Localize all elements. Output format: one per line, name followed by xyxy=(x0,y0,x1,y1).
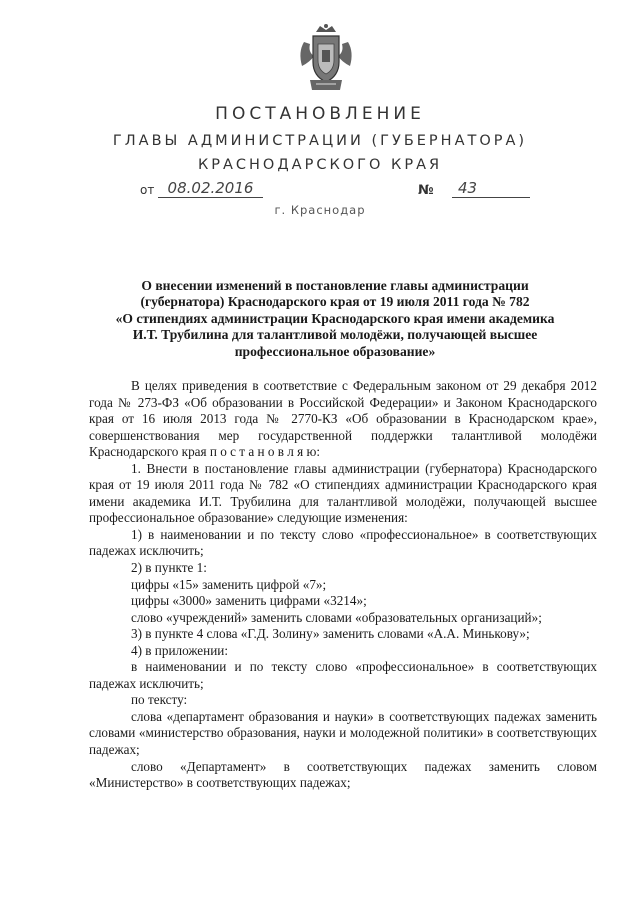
title-line: И.Т. Трубилина для талантливой молодёжи, получающей высшее xyxy=(132,327,538,343)
document-body xyxy=(89,378,597,792)
region-heading: КРАСНОДАРСКОГО КРАЯ xyxy=(197,157,443,173)
subparagraph-4: 4) в приложении: xyxy=(131,642,228,658)
document-title xyxy=(112,278,558,360)
amendment-line: слово «Департамент» в соответствующих падежах заменить словом «Министерство» в соответствующих падежах; xyxy=(89,758,597,791)
document-number: 43 xyxy=(452,179,530,198)
title-line: профессиональное образование» xyxy=(234,343,436,359)
title-line: (губернатора) Краснодарского края от 19 июля 2011 года № 782 xyxy=(140,294,530,310)
document-date: 08.02.2016 xyxy=(158,179,263,198)
amendment-line: цифры «3000» заменить цифрами «3214»; xyxy=(131,593,367,609)
subparagraph-3: 3) в пункте 4 слова «Г.Д. Золину» заменить словами «А.А. Минькову»; xyxy=(131,626,530,642)
amendment-line: слова «департамент образования и науки» в соответствующих падежах заменить словами «министерство образования, науки и молодежной политики» в соответствующих падежах; xyxy=(89,708,597,758)
city-label: г. Краснодар xyxy=(274,203,366,217)
coat-of-arms-emblem xyxy=(296,22,356,94)
issuer-heading: ГЛАВЫ АДМИНИСТРАЦИИ (ГУБЕРНАТОРА) xyxy=(112,133,528,149)
amendment-line: слово «учреждений» заменить словами «образовательных организаций»; xyxy=(131,609,542,625)
date-prefix: от xyxy=(140,183,155,197)
document-type-heading: ПОСТАНОВЛЕНИЕ xyxy=(215,104,425,124)
amendment-line: цифры «15» заменить цифрой «7»; xyxy=(131,576,327,592)
amendment-line: в наименовании и по тексту слово «профессиональное» в соответствующих падежах исключить; xyxy=(89,659,597,691)
preamble-paragraph: В целях приведения в соответствие с Федеральным законом от 29 декабря 2012 года № 273-ФЗ «Об образовании в Российской Федерации» и Законом Краснодарского края от 16 июля 2013 года № 2770-КЗ «Об образовании в Краснодарском крае», совершенствования мер государственной поддержки талантливой молодёжи Краснодарского края п о с т а н о в л я ю: xyxy=(89,378,597,460)
amendment-line: по тексту: xyxy=(131,692,188,708)
subparagraph-1: 1) в наименовании и по тексту слово «профессиональное» в соответствующих падежах исключить; xyxy=(89,526,597,559)
number-prefix: № xyxy=(418,183,434,198)
title-line: «О стипендиях администрации Краснодарского края имени академика xyxy=(115,310,555,326)
title-line: О внесении изменений в постановление главы администрации xyxy=(141,278,529,293)
paragraph-1: 1. Внести в постановление главы администрации (губернатора) Краснодарского края от 19 июля 2011 года № 782 «О стипендиях администрации Краснодарского края имени академика И.Т. Трубилина для талантливой молодёжи, получающей высшее профессиональное образование» следующие изменения: xyxy=(89,460,597,526)
subparagraph-2: 2) в пункте 1: xyxy=(131,560,207,576)
